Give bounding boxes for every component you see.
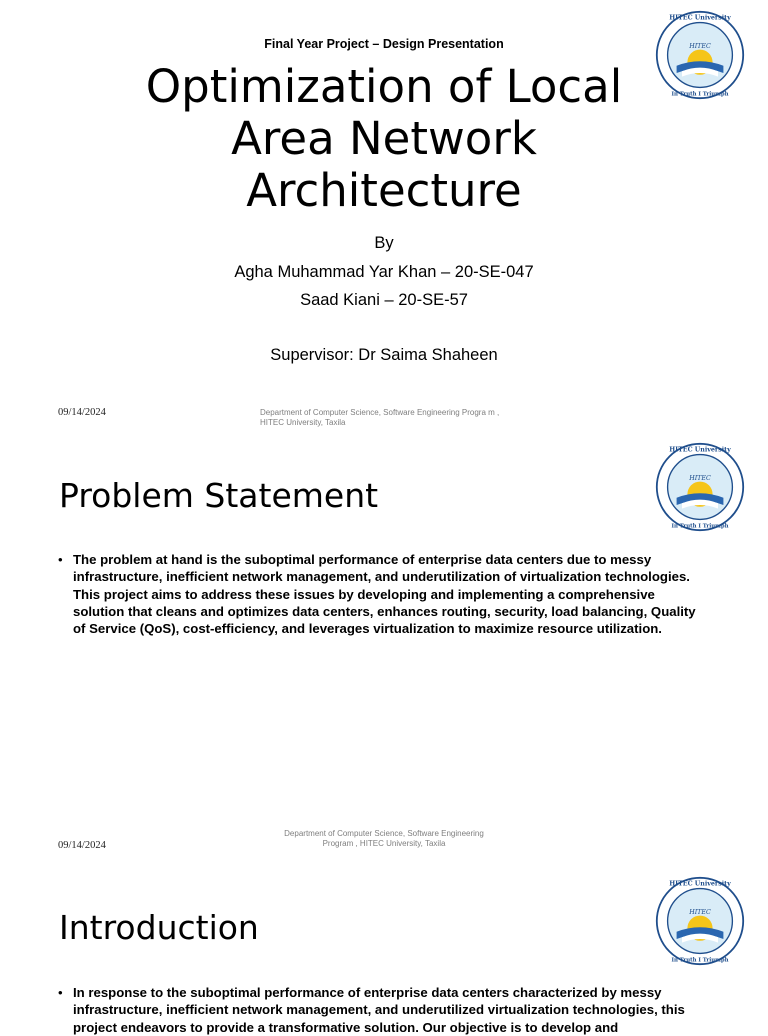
bullet-list — [58, 551, 708, 637]
svg-text:In Truth I Triumph: In Truth I Triumph — [671, 523, 729, 530]
svg-text:HITEC: HITEC — [689, 474, 711, 482]
slide-footer: Department of Computer Science, Software Engineering Program , HITEC University, Taxila — [284, 829, 484, 848]
problem-statement-slide — [0, 436, 768, 868]
svg-text:In Truth I Triumph: In Truth I Triumph — [671, 91, 729, 98]
project-kicker: Final Year Project – Design Presentation — [264, 37, 504, 51]
slide-footer: Department of Computer Science, Software Engineering Progra m , HITEC University, Taxila — [260, 408, 500, 427]
slide-title: Problem Statement — [59, 476, 379, 515]
university-logo — [655, 442, 745, 532]
svg-text:HITEC University: HITEC University — [669, 880, 731, 888]
slide-title: Introduction — [59, 908, 259, 947]
bullet-item: • In response to the suboptimal performance of enterprise data centers characterized by messy infrastructure, inefficient network management, and underutilized virtualization technologies, this project endeavors to provide a transformative solution. Our objective is to develop and — [58, 984, 708, 1036]
university-logo — [655, 876, 745, 966]
svg-text:In Truth I Triumph: In Truth I Triumph — [671, 957, 729, 964]
bullet-item: • The problem at hand is the suboptimal performance of enterprise data centers due to messy infrastructure, inefficient network management, and underutilization of virtualization technologies. This project aims to address these issues by developing and implementing a comprehensive solution that cleans and optimizes data centers, enhances routing, security, load balancing, Quality of Service (QoS), cost-efficiency, and leverages virtualization to maximize resource utilization. — [58, 551, 708, 637]
svg-text:HITEC University: HITEC University — [669, 14, 731, 22]
by-label: By — [374, 234, 394, 252]
svg-text:HITEC: HITEC — [689, 42, 711, 50]
author-name: Agha Muhammad Yar Khan – 20-SE-047 — [234, 262, 534, 281]
svg-text:HITEC: HITEC — [689, 908, 711, 916]
slide-date: 09/14/2024 — [58, 840, 106, 851]
slide-date: 09/14/2024 — [58, 407, 106, 418]
svg-text:HITEC University: HITEC University — [669, 446, 731, 454]
presentation-title: Optimization of Local Area Network Architecture — [145, 60, 623, 217]
university-logo — [655, 10, 745, 100]
author-name: Saad Kiani – 20-SE-57 — [300, 291, 468, 309]
introduction-slide — [0, 872, 768, 1035]
supervisor-line: Supervisor: Dr Saima Shaheen — [270, 346, 498, 364]
title-slide — [0, 0, 768, 432]
bullet-list — [58, 984, 708, 1036]
author-block — [0, 229, 768, 315]
